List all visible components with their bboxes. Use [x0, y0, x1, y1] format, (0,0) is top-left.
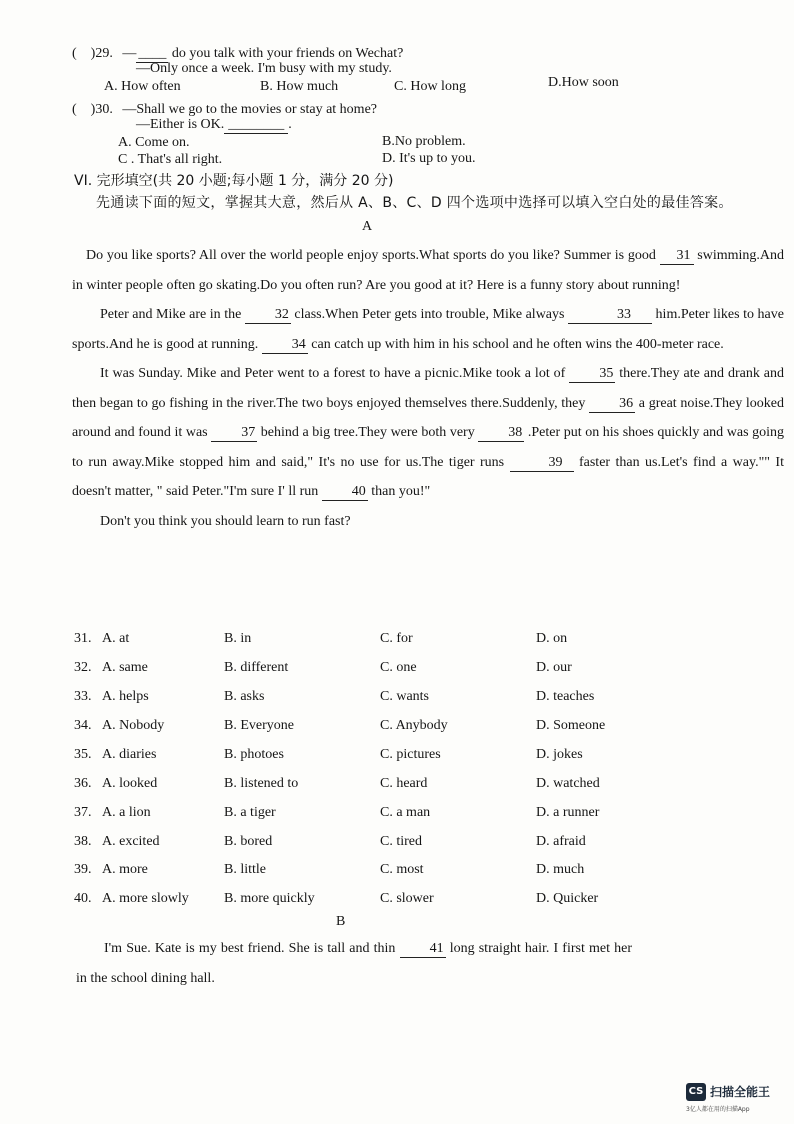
passage-a — [72, 241, 784, 536]
choice-a: A. Nobody — [102, 718, 165, 733]
choice-d: D. Quicker — [536, 891, 599, 906]
choice-d: D. afraid — [536, 834, 586, 849]
choice-b: B. a tiger — [224, 805, 276, 820]
choice-c: C. most — [380, 862, 424, 877]
gap-32: 32 — [245, 307, 291, 324]
choice-number: 39. — [74, 862, 92, 877]
watermark-app-name: 扫描全能王 — [710, 1085, 771, 1099]
passage-label-a: A — [362, 219, 373, 234]
gap-39: 39 — [510, 455, 574, 472]
choice-d: D. watched — [536, 776, 600, 791]
question-29-option-c: C. How long — [394, 79, 466, 94]
choice-d: D. Someone — [536, 718, 606, 733]
gap-37: 37 — [211, 425, 257, 442]
section-instruction: 先通读下面的短文，掌握其大意，然后从 A、B、C、D 四个选项中选择可以填入空白处的最佳答案。 — [96, 195, 733, 211]
choice-a: A. more — [102, 862, 148, 877]
answer-blank: ________ — [224, 117, 288, 134]
choice-number: 34. — [74, 718, 92, 733]
question-29-option-a: A. How often — [104, 79, 181, 94]
choice-b: B. little — [224, 862, 266, 877]
question-29-option-d: D.How soon — [548, 75, 619, 90]
choice-c: C. Anybody — [380, 718, 448, 733]
choice-c: C. wants — [380, 689, 429, 704]
choice-d: D. a runner — [536, 805, 600, 820]
passage-label-b: B — [336, 914, 346, 929]
choice-d: D. on — [536, 631, 568, 646]
question-30-reply: —Either is OK. ________ . — [136, 117, 292, 132]
choice-b: B. more quickly — [224, 891, 315, 906]
gap-34: 34 — [262, 337, 308, 354]
gap-36: 36 — [589, 396, 635, 413]
passage-b-paragraph-1: I'm Sue. Kate is my best friend. She is tall and thin 41 long straight hair. I first met her in the school dining hall. — [76, 941, 632, 986]
section-heading: VI. 完形填空(共 20 小题;每小题 1 分，满分 20 分) — [74, 173, 394, 189]
choice-b: B. photoes — [224, 747, 284, 762]
choice-a: A. more slowly — [102, 891, 189, 906]
choice-c: C. heard — [380, 776, 428, 791]
choice-b: B. listened to — [224, 776, 299, 791]
question-30-option-a: A. Come on. — [118, 135, 190, 150]
choice-a: A. excited — [102, 834, 160, 849]
choice-d: D. jokes — [536, 747, 583, 762]
choice-a: A. looked — [102, 776, 158, 791]
answer-blank: ____ — [138, 46, 167, 61]
choice-b: B. Everyone — [224, 718, 294, 733]
passage-a-paragraph-1: Do you like sports? All over the world people enjoy sports.What sports do you like? Summer is good 31 swimming.And in winter people often go skating.Do you often run? Are you good at it? Here is a funny story about running! — [72, 248, 784, 293]
choice-number: 32. — [74, 660, 92, 675]
passage-a-paragraph-3: It was Sunday. Mike and Peter went to a forest to have a picnic.Mike took a lot of 35 there.They ate and drank and then began to go fishing in the river.The two boys enjoyed themselves there.Suddenly, they 36 a great noise.They looked around and found it was 37 behind a big tree.They were both very 38 .Peter put on his shoes quickly and was going to run away.Mike stopped him and said," It's no use for us.The tiger runs 39 faster than us.Let's find a way."" It doesn't matter, " said Peter."I'm sure I' ll run 40 than you!" — [72, 366, 784, 499]
choice-number: 31. — [74, 631, 92, 646]
passage-a-paragraph-4: Don't you think you should learn to run fast? — [100, 513, 351, 529]
scanner-watermark — [686, 1083, 794, 1117]
choice-a: A. at — [102, 631, 130, 646]
camscanner-logo-icon: CS — [686, 1083, 706, 1101]
gap-38: 38 — [478, 425, 524, 442]
choice-number: 36. — [74, 776, 92, 791]
choice-number: 38. — [74, 834, 92, 849]
watermark-tagline: 3亿人都在用的扫描App — [686, 1106, 750, 1113]
choice-b: B. asks — [224, 689, 265, 704]
choice-a: A. diaries — [102, 747, 157, 762]
question-29-stem: ( )29. — ____ do you talk with your friends on Wechat? — [72, 46, 404, 61]
gap-35: 35 — [569, 366, 615, 383]
question-30-option-d: D. It's up to you. — [382, 151, 476, 166]
choice-c: C. one — [380, 660, 417, 675]
question-number: ( )29. — [72, 46, 113, 61]
choice-d: D. teaches — [536, 689, 595, 704]
question-number: ( )30. — [72, 102, 113, 117]
question-30-stem: ( )30. —Shall we go to the movies or stay at home? — [72, 102, 378, 117]
choice-c: C. tired — [380, 834, 422, 849]
gap-33: 33 — [568, 307, 652, 324]
choice-d: D. our — [536, 660, 572, 675]
question-29-option-b: B. How much — [260, 79, 339, 94]
choice-a: A. helps — [102, 689, 149, 704]
gap-40: 40 — [322, 484, 368, 501]
choice-c: C. for — [380, 631, 413, 646]
choice-c: C. a man — [380, 805, 431, 820]
question-30-option-c: C . That's all right. — [118, 152, 223, 167]
choice-c: C. slower — [380, 891, 434, 906]
passage-b — [76, 934, 632, 993]
question-29-reply: —Only once a week. I'm busy with my study. — [136, 61, 392, 76]
choice-a: A. a lion — [102, 805, 151, 820]
choice-b: B. different — [224, 660, 289, 675]
choice-a: A. same — [102, 660, 148, 675]
choice-number: 37. — [74, 805, 92, 820]
choice-number: 40. — [74, 891, 92, 906]
choice-c: C. pictures — [380, 747, 441, 762]
choice-d: D. much — [536, 862, 585, 877]
choice-b: B. in — [224, 631, 252, 646]
gap-41: 41 — [400, 941, 446, 958]
choice-b: B. bored — [224, 834, 273, 849]
question-30-option-b: B.No problem. — [382, 134, 466, 149]
passage-a-paragraph-2: Peter and Mike are in the 32 class.When Peter gets into trouble, Mike always 33 him.Peter likes to have sports.And he is good at running. 34 can catch up with him in his school and he often wins the 400-meter race. — [72, 307, 784, 352]
choice-number: 33. — [74, 689, 92, 704]
gap-31: 31 — [660, 248, 694, 265]
choice-number: 35. — [74, 747, 92, 762]
